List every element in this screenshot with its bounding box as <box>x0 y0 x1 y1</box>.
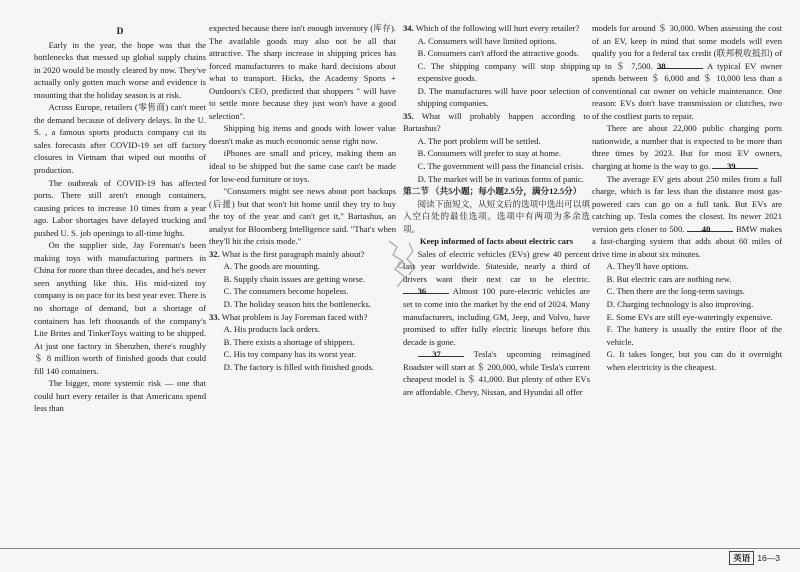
blank-36[interactable]: 36 <box>403 285 449 294</box>
answer-option[interactable]: C. His toy company has its worst year. <box>223 349 357 360</box>
answer-option[interactable]: D. The manufactures will have poor selection of shipping companies. <box>417 85 590 109</box>
question-33 <box>209 311 396 374</box>
choice-option[interactable]: A. They'll have options. <box>606 261 689 272</box>
answer-option[interactable]: B. Consumers can't afford the attractive goods. <box>417 48 579 59</box>
question-stem: Which of the following will hurt every retailer? <box>415 23 580 33</box>
answer-option[interactable]: B. Supply chain issues are getting worse. <box>223 273 365 284</box>
column-1 <box>34 26 206 415</box>
question-stem: What will probably happen according to Bartashus? <box>403 110 590 134</box>
answer-option[interactable]: C. The consumers become hopeless. <box>223 286 349 297</box>
cloze-paragraph: 37 Tesla's upcoming reimagined Roadster will start at ＄ 200,000, while Tesla's current cheapest model is ＄ 41,000. But plenty of other EVs are affordable. Chevy, Nissan, and Hyundai all offer <box>403 349 590 397</box>
passage-paragraph: Shipping big items and goods with lower value doesn't make as much economic sense right now. <box>209 123 396 146</box>
answer-option[interactable]: D. The market will be in various forms of panic. <box>417 173 584 184</box>
question-stem: What is the first paragraph mainly about? <box>221 248 365 259</box>
answer-option[interactable]: A. The goods are mounting. <box>223 261 320 272</box>
passage-label: D <box>116 27 124 37</box>
cloze-paragraph: The average EV gets about 250 miles from a full charge, which is far less than the distance most gas-powered cars can go on a full tank. But EVs are catching up. Tesla comes the closest. Its newer 2021 version gets closer to 500. 40 BMW makes a fast-charging system that adds about 60 miles of drive time in about six minutes. <box>592 173 782 259</box>
choice-option[interactable]: G. It takes longer, but you can do it overnight when electricity is the cheapest. <box>606 349 782 372</box>
question-number: 35. <box>403 110 414 121</box>
page-footer <box>729 551 780 565</box>
question-34 <box>403 22 590 110</box>
section-instructions: 阅读下面短文，从短文后的选项中选出可以填入空白处的最佳选项。选项中有两项为多余选项。 <box>403 198 590 234</box>
column-4 <box>592 22 782 373</box>
blank-39[interactable]: 39 <box>712 160 758 169</box>
cloze-paragraph: Sales of electric vehicles (EVs) grew 40 percent last year worldwide. Stateside, nearly a third of drivers want their next car to be electric. 36 Almost 100 pure-electric vehicles are set to come into the market by the end of 2024. Many manufacturers, including GM, Jeep, and Volvo, have promised to offer fully electric lineups before this decade is gone. <box>403 248 590 347</box>
answer-option[interactable]: C. The government will pass the financial crisis. <box>417 161 584 172</box>
blank-37[interactable]: 37 <box>418 348 464 357</box>
choice-option[interactable]: C. Then there are the long-term savings. <box>606 286 745 297</box>
answer-option[interactable]: A. His products lack orders. <box>223 324 321 335</box>
blank-38[interactable]: 38 <box>657 60 703 69</box>
passage-paragraph: Early in the year, the hope was that the bottlenecks that messed up global supply chains in 2020 would be mostly cleared by now. They've actually only gotten much worse and evidence is mounting that the holiday season is at risk. <box>34 39 206 100</box>
choice-option[interactable]: F. The battery is usually the entire floor of the vehicle. <box>606 324 782 347</box>
answer-option[interactable]: D. The factory is filled with finished goods. <box>223 361 375 372</box>
subject-label: 英语 <box>729 551 754 565</box>
page-number: 16—3 <box>757 553 780 563</box>
column-3 <box>403 22 590 398</box>
cloze-title: Keep informed of facts about electric cars <box>419 236 574 247</box>
passage-paragraph: Across Europe, retailers (零售商) can't meet the demand because of delivery delays. In the U. S. , a famous sports products company cut its sales forecasts after COVID-19 set off factory closures in Vietnam that wiped out months of production. <box>34 102 206 176</box>
passage-paragraph: On the supplier side, Jay Foreman's been making toys with manufacturing partners in China for more than three decades, and he's never seen anything like this. His mid-sized toy company is on pace for its best year ever. There is no shortage of demand, but a shortage of containers has left thousands of the company's Lite Brites and TinkerToys waiting to be shipped. At just one factory in Shenzhen, there's roughly ＄ 8 million worth of finished goods that could fill 140 containers. <box>34 240 206 376</box>
answer-option[interactable]: D. The holiday season hits the bottlenecks. <box>223 299 371 310</box>
question-number: 33. <box>209 311 220 322</box>
choice-option[interactable]: D. Charging technology is also improving. <box>606 299 754 310</box>
question-32 <box>209 248 396 311</box>
answer-option[interactable]: A. The port problem will be settled. <box>417 135 541 146</box>
section-heading: 第二节 （共5小题；每小题2.5分，满分12.5分） <box>403 186 582 197</box>
cloze-paragraph: models for around ＄ 30,000. When assessing the cost of an EV, keep in mind that some models will even qualify you for a federal tax credit (联邦税收抵扣) of up to ＄ 7,500. 38 A typical EV owner spends between ＄ 6,000 and ＄ 10,000 less than a conventional car owner on vehicle maintenance. One reason: EVs don't have transmission or clutches, two of the costliest parts to repair. <box>592 23 782 121</box>
passage-paragraph: iPhones are small and pricey, making them an ideal to be shipped but the same case can't be made for low-end furniture or toys. <box>209 148 396 184</box>
question-35 <box>403 110 590 185</box>
choice-option[interactable]: B. But electric cars are nothing new. <box>606 273 732 284</box>
answer-option[interactable]: B. Consumers will prefer to stay at home. <box>417 148 562 159</box>
answer-option[interactable]: B. There exists a shortage of shippers. <box>223 336 355 347</box>
question-number: 34. <box>403 23 414 33</box>
question-stem: What problem is Jay Foreman faced with? <box>221 311 368 322</box>
answer-option[interactable]: A. Consumers will have limited options. <box>417 35 557 46</box>
answer-option[interactable]: C. The shipping company will stop shipping expensive goods. <box>417 60 590 84</box>
passage-paragraph: "Consumers might see news about port backups (后援) but that won't hit home until they try to buy the toy of the year and can't get it," Bartashus, an analyst for Bloomberg Intelligence said. "That's when they'll hit the crisis mode." <box>209 186 396 247</box>
footer-divider <box>0 548 800 549</box>
question-number: 32. <box>209 248 220 259</box>
passage-paragraph: The bigger, more systemic risk — one that could hurt every retailer is that Americans spend less than <box>34 378 206 414</box>
choice-option[interactable]: E. Some EVs are still eye-wateringly expensive. <box>606 311 773 322</box>
blank-40[interactable]: 40 <box>687 223 733 232</box>
passage-paragraph: The outbreak of COVID-19 has affected ports. There still aren't enough containers, causing prices to increase 10 times from a year ago. Labor shortages have delayed trucking and pushed U. S. job openings to all-time highs. <box>34 177 206 238</box>
passage-paragraph: expected because there isn't enough inventory (库存). The available goods may also not be all that attractive. The sharp increase in shipping prices has forced manufacturers to make hard decisions about what to transport. Hicks, the Academy Sports + Outdoors's CEO, predicted that shoppers " will have to settle more because they just won't have a good selection". <box>209 23 396 121</box>
column-2 <box>209 22 396 373</box>
watermark-stamp-icon <box>383 237 421 295</box>
cloze-paragraph: There are about 22,000 public charging ports nationwide, a number that is expected to be more than three times by 2023. But for most EV owners, charging at home is the way to go. 39 <box>592 123 782 172</box>
